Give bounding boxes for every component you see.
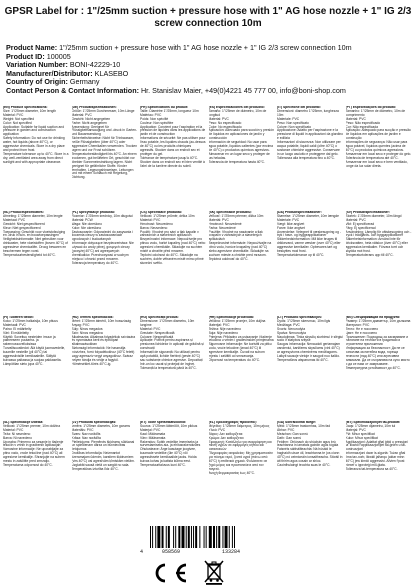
spec-line: Peso: Não especificado xyxy=(345,120,381,125)
spec-line: Dimensioni: diametro 1"/25mm, lunghezza 10m xyxy=(277,108,339,117)
spec-line: Turvallisuustiedot: Älä käytä juomavedelle, kuumille nesteille (yli 40°C) tai aggressiivisille kemikaaleille. Säilytä kuivassa paikassa ja suojaa pakkaselta. xyxy=(3,346,66,362)
barcode-bar xyxy=(206,526,207,548)
barcode-bar xyxy=(155,526,156,548)
weee-bin-icon xyxy=(203,559,225,585)
spec-line: Farba: Neuvedené xyxy=(208,225,236,230)
spec-line: Πληροφορίες ασφαλείας: Μη χρησιμοποιείτε για πόσιμο νερό, ζεστά υγρά (πάνω από 40°C) ή επιθετικά χημικά. Φυλάσσετε σε ξηρό μέρος και προστατεύετε από τον παγετό. xyxy=(208,451,273,471)
language-heading: (BG) Спецификации на продукта: xyxy=(345,316,401,319)
spec-line: Størrelse: 1"/25mm diameter, 10m længde xyxy=(277,213,340,218)
spec-line: Temperaturna odpornost do 40°C. xyxy=(3,462,53,467)
info-label: Variation Number: xyxy=(6,61,68,70)
language-block xyxy=(277,316,343,410)
spec-line: Temperatūras izturība līdz 40°C. xyxy=(71,466,119,471)
barcode-bar xyxy=(218,526,220,548)
spec-line: Material: PVC xyxy=(3,112,24,117)
barcode-bar xyxy=(157,526,160,548)
spec-line: Käyttö: Soveltuu nesteiden imuun ja paineeseen puutarha- ja rakennussovelluksissa xyxy=(3,334,56,347)
spec-line: Χρώμα: Δεν καθορίζεται xyxy=(208,435,244,440)
language-heading: (IT) Specifiche del prodotto: xyxy=(277,106,321,109)
spec-line: Application: Convient pour l'aspiration et la pression de liquides dans les applications de jardin et de construction xyxy=(140,124,206,137)
barcode-bar xyxy=(150,526,151,548)
spec-line: Informacje dotyczące bezpieczeństwa: Nie używać do wody pitnej, gorących cieczy (powyżej 40°C) ani agresywnych chemikaliów. Przechowywać w suchym miejscu i chronić przed mrozem. xyxy=(71,241,134,261)
spec-line: Saugos informacija: Nenaudoti geriamajam vandeniui, karštiems skysčiams (virš 40°C) ar agresyvioms cheminėms medžiagoms. Laikyti sausoje vietoje ir saugoti nuo šalčio. xyxy=(277,342,341,359)
barcode-bar xyxy=(209,526,212,548)
spec-line: Aplicație: Potrivit pentru aspirarea și presiunea lichidelor în aplicații de grădină și construcții xyxy=(140,338,204,351)
spec-line: Poids: Non spécifié xyxy=(140,116,169,121)
spec-line: Tolleranza alla temperatura fino a 40°C. xyxy=(277,155,335,160)
spec-line: Kleur: Niet gespecificeerd xyxy=(3,225,41,230)
spec-line: Ανοχή θερμοκρασίας έως 40°C. xyxy=(208,470,255,475)
spec-line: Temperatuurbestendigheid tot 40°C. xyxy=(3,252,56,257)
spec-line: Koko: 1"/25mm halkaisija, 10m pituus xyxy=(3,318,58,323)
spec-line: Dath: Gan sonrú xyxy=(277,435,302,440)
spec-line: Feidhm: Oiriúnach do shúchán agus brú leachtanna in iarratais gairdín agus tógála xyxy=(277,439,339,448)
spec-line: Informazioni di sicurezza: Non utilizzare per acqua potabile, liquidi caldi (oltre 40°C) o sostanze chimiche aggressive. Conservare in un luogo asciutto e proteggere dal gelo. xyxy=(277,140,341,156)
spec-line: Peso: Non specificato xyxy=(277,120,309,125)
spec-line: Материал: PVC xyxy=(345,322,370,327)
ce-mark-icon xyxy=(146,562,190,584)
spec-line: Culoare: Nespecificată xyxy=(140,334,174,339)
spec-line: Biztonsági információk: Ne használja ivóvízhez, forró folyadékokhoz (40°C felett) vagy agresszív vegyi anyagokhoz. Száraz helyen tárolja és védje a fagytól. xyxy=(71,346,135,362)
spec-line: Användning: Lämplig för vätskesugning och -tryck i trädgårds- och byggapplikationer xyxy=(345,229,412,238)
barcode-bar xyxy=(234,526,235,548)
spec-line: Temperatūros atsparumas iki 40°C. xyxy=(277,357,329,362)
spec-line: Temperature tolerance up to 40°C. Store in a dry, well-ventilated area away from direct sunlight and with appropriate clearance. xyxy=(3,151,69,164)
info-value: Germany xyxy=(69,78,100,87)
spec-line: Vægt: Ikke angivet xyxy=(277,221,305,226)
spec-line: Tolleranza tat-temperatura sa 40°C. xyxy=(345,466,398,471)
spec-line: Alkalmazás: Alkalmas folyadékok szívására és nyomására kerti és építőipari alkalmazásokban xyxy=(71,334,136,347)
language-block xyxy=(277,106,343,200)
language-block xyxy=(3,211,69,305)
spec-line: Peso: No especificado xyxy=(208,120,242,125)
spec-line: Größe: 1"/25mm Durchmesser, 10m Länge xyxy=(71,108,135,113)
spec-line: Veličina: 1"/25mm promjer, 10m duljina xyxy=(208,318,266,323)
barcode-bar xyxy=(168,526,170,548)
spec-line: Materijal: PVC xyxy=(208,322,230,327)
language-block xyxy=(277,421,343,515)
spec-line: Тегло: Не е посочено xyxy=(345,326,379,331)
spec-line: Color: Not specified xyxy=(3,120,32,125)
spec-line: Použití: Vhodné pro sání a tlak kapalin v zahradních a stavebních aplikacích xyxy=(140,229,199,238)
spec-line: Couleur: Non spécifiée xyxy=(140,120,174,125)
language-block xyxy=(209,106,275,200)
spec-line: Primjena: Prikladno za usisavanje i tlačenje tekućina u vrtnim i građevinskim primjenama xyxy=(208,334,274,343)
spec-line: Velikost: 1"/25mm premer, 10m dolžina xyxy=(3,423,61,428)
spec-line: Εφαρμογή: Κατάλληλο για αναρρόφηση και πίεση υγρών σε εφαρμογές κήπου και κατασκευών xyxy=(208,439,272,452)
spec-line: Tamanho: 1"/25mm de diâmetro, 10m de comprimento xyxy=(345,108,406,117)
language-block xyxy=(3,316,69,410)
spec-line: Цвят: Не е посочено xyxy=(345,330,377,335)
spec-line: Информация за безопасност: Да не се използва за питейна вода, горещи течности (над 40°C) или агресивни химикали. Да се съхранява на сухо място и да се пази от замръзване. xyxy=(345,346,410,366)
spec-line: Rozmiar: 1"/25mm średnicy, 10m długości xyxy=(71,213,133,218)
barcode-bar xyxy=(199,526,200,548)
barcode-bar xyxy=(162,526,164,548)
spec-line: Väri: Ei määritelty xyxy=(3,330,29,335)
language-heading: (HU) Termék specifikációk: xyxy=(71,316,114,319)
language-heading: (LT) Produkto specifikacijos: xyxy=(277,316,323,319)
language-heading: (SV) Produktspecifikationer: xyxy=(345,211,390,214)
spec-line: Tolerância de temperatura até 40°C. Armazenar em local seco e bem ventilado, longe da luz solar direta. xyxy=(345,155,408,168)
spec-line: Veiligheidsinformatie: Niet gebruiken voor drinkwater, hete vloeistoffen (boven 40°C) of agressieve chemicaliën. Droog bewaren en beschermen tegen vorst. xyxy=(3,237,68,254)
language-block xyxy=(72,211,138,305)
barcode-bar xyxy=(195,526,197,548)
language-heading: (SK) Špecifikácie produktu: xyxy=(208,211,252,214)
barcode-bar xyxy=(225,526,228,548)
spec-line: Anwendung: Geeignet für Flüssigkeitsansaugung und -druck in Garten- und Bauanwendung xyxy=(71,124,138,137)
spec-line: Pielietojums: Piemērots šķidrumu sūkšanai un spiedienam dārza un būvniecības lietojumos xyxy=(71,439,135,452)
language-block xyxy=(209,421,275,515)
info-value: 1"/25mm suction + pressure hose with 1" AG hose nozzle + 1" IG 2/3 screw connection 10m xyxy=(59,44,352,52)
spec-line: Farve: Ikke angivet xyxy=(277,225,305,230)
barcode-bar xyxy=(193,526,194,548)
spec-line: Aplicación: Adecuado para succión y presión de líquidos en aplicaciones de jardín y construcción xyxy=(208,128,274,141)
spec-line: Toepassing: Geschikt voor vloeistofzuiging en -druk in tuin- en bouwtoepassingen xyxy=(3,229,66,238)
spec-line: Applicazione: Adatto per l'aspirazione e la pressione di liquidi in applicazioni da giardino e edilizia xyxy=(277,128,343,141)
language-heading: (FR) Spécifications du produit: xyxy=(140,106,189,109)
barcode-digit-left: 058569 xyxy=(162,549,181,555)
spec-line: Dimensiune: 1"/25mm diametru, 10m lungime xyxy=(140,318,195,327)
spec-line: Materiāls: PVC xyxy=(71,427,94,432)
barcode-bar xyxy=(222,526,223,548)
spec-line: Applikazzjoni: Adattat għal ġbid u pressjoni ta' likwidi f'applikazzjonijiet tal-ġnien u tal-kostruzzjoni xyxy=(345,439,408,452)
language-heading: (EN) Product Specifications: xyxy=(3,106,48,109)
spec-line: Teža: Ni navedeno xyxy=(3,431,31,436)
language-block xyxy=(3,106,69,200)
spec-line: Materjal: PVC xyxy=(140,427,161,432)
language-heading: (CS) Specifikace produktu: xyxy=(140,211,183,214)
language-block xyxy=(72,106,138,200)
spec-line: Materjal: PVC xyxy=(345,427,366,432)
spec-line: Toleranță la temperatură până la 40°C. xyxy=(140,365,197,370)
spec-line: Application: Suitable for liquid suction and pressure in garden and construction application xyxy=(3,124,65,137)
barcode-bar xyxy=(182,526,185,548)
language-block xyxy=(140,211,206,305)
spec-line: Tolerancia de temperatura hasta 40°C. xyxy=(208,159,265,164)
spec-line: Svars: Nav norādīts xyxy=(71,431,101,436)
spec-line: Svoris: Nenurodyta xyxy=(277,326,306,331)
spec-line: Kulur: Mhux speċifikat xyxy=(345,435,378,440)
language-block xyxy=(72,316,138,410)
spec-line: Spalva: Nenurodyta xyxy=(277,330,306,335)
language-heading: (GA) Sonraíochtaí táirge: xyxy=(277,421,317,424)
spec-line: Anyag: PVC xyxy=(71,322,90,327)
spec-line: Size: 1"/25mm diameter, 10m length xyxy=(3,108,57,113)
spec-line: Težina: Nije navedeno xyxy=(208,326,241,331)
spec-line: Βάρος: Δεν καθορίζεται xyxy=(208,431,243,436)
spec-line: Informații de siguranță: Nu utilizați pentru apă potabilă, lichide fierbinți (peste 40°C) sau substanțe chimice agresive. Depozitați într-un loc uscat și protejați de îngheț. xyxy=(140,350,203,366)
spec-line: Greutate: Nespecificată xyxy=(140,330,175,335)
spec-line: Sikkerhedsinformation: Må ikke bruges til drikkevand, varme væsker (over 40°C) eller aggressive kemikalier. Opbevares tørt og beskyttes mod frost. xyxy=(277,237,341,254)
spec-line: Material: PVC xyxy=(208,116,229,121)
barcode-bar xyxy=(229,526,230,548)
spec-line: Barva: Ni navedeno xyxy=(3,435,32,440)
spec-line: Sicherheitshinweise: Nicht für Trinkwasser, heiße Flüssigkeiten (über 40°C) oder aggressive Chemikalien verwenden. Trocken lagern und vor Frost schützen. xyxy=(71,136,138,152)
label-title: GPSR Label for : 1"/25mm suction + pressure hose with 1" AG hose nozzle + 1" IG 2/3 screw connection 10m xyxy=(4,6,412,29)
language-block xyxy=(140,316,206,410)
spec-line: Dydis: 1"/25mm skersmuo, 10m ilgis xyxy=(277,318,331,323)
spec-line: Teplotní odolnost do 40°C. Skladujte na suchém, dobře větraném místě mimo přímé sluneční světlo. xyxy=(140,252,204,265)
info-row xyxy=(6,70,410,79)
spec-line: Boja: Nije navedeno xyxy=(208,330,239,335)
spec-line: Materiale: PVC xyxy=(277,116,300,121)
spec-line: Méret: 1"/25mm átmérő, 10m hosszúság xyxy=(71,318,131,323)
spec-line: Daqs: 1"/25mm dijametru, 10m tul xyxy=(345,423,396,428)
spec-line: Ábhar: PVC xyxy=(277,427,295,432)
spec-line: Tamaño: 1"/25mm de diámetro, 10m de longitud xyxy=(208,108,267,117)
spec-line: Kaal: Määramata xyxy=(140,431,166,436)
spec-line: Krāsa: Nav norādīta xyxy=(71,435,101,440)
spec-line: Temperaturtolerance op til 40°C. xyxy=(277,252,325,257)
spec-line: Приложение: Подходящ за засмукване и налягане на течности в градински и строителни приложения xyxy=(345,334,409,347)
spec-line: Hmotnost: Neuvedeno xyxy=(140,221,173,226)
spec-line: Materiał: PCW xyxy=(71,217,93,222)
barcode-digits xyxy=(140,549,276,555)
spec-line: Material: PVC xyxy=(345,116,366,121)
spec-line: Cor: Não especificada xyxy=(345,124,378,129)
spec-line: Värv: Määramata xyxy=(140,435,166,440)
spec-line: Storlek: 1"/25mm diameter, 10m längd xyxy=(345,213,402,218)
language-grid xyxy=(3,106,413,528)
spec-line: Súly: Nincs megadva xyxy=(71,326,103,331)
barcode-bar xyxy=(213,526,215,548)
spec-line: Medžiaga: PVC xyxy=(277,322,300,327)
spec-line: Paino: Ei määritelty xyxy=(3,326,32,331)
language-heading: (EL) Προδιαγραφές προϊόντος: xyxy=(208,421,258,424)
spec-line: Material: PVC xyxy=(345,217,366,222)
language-heading: (LV) Produkta specifikācijas: xyxy=(71,421,117,424)
spec-line: Varnostne informacije: Ne uporabljajte za pitno vodo, vroče tekočine (nad 40°C) ali agresivne kemikalije. Shranjujte na suhem mestu in zaščitite pred zmrzaljo. xyxy=(3,447,65,464)
spec-line: Otpornost na temperaturu do 40°C. xyxy=(208,357,261,362)
spec-line: Gewicht: Niet gespecificeerd xyxy=(3,221,45,226)
language-block xyxy=(140,421,206,515)
spec-line: Informations de sécurité: Ne pas utiliser pour l'eau potable, les liquides chauds (au-dessus de 40°C) ou les produits chimiques agressifs. Stocker dans un endroit sec et protéger du gel. xyxy=(140,136,206,156)
info-label: Manufacturer/Distributor: xyxy=(6,69,93,78)
info-value: KLASEBO xyxy=(94,69,129,78)
spec-line: Caoinfhulaingt teochta suas le 40°C. xyxy=(277,462,331,467)
spec-line: Použitie: Vhodné na nasávanie a tlak kvapalín v záhradných a stavebných aplikáciách xyxy=(208,229,263,242)
spec-line: Vikt: Ej specificerad xyxy=(345,221,375,226)
barcode-bar xyxy=(186,526,187,548)
info-row xyxy=(6,53,410,62)
spec-line: Sigurnosne informacije: Ne koristiti za pitku vodu, vruće tekućine (iznad 40°C) ili agresivne kemikalije. Čuvati na suhom mjestu i zaštititi od smrzavanja. xyxy=(208,342,272,359)
spec-line: Colore: Non specificato xyxy=(277,124,312,129)
spec-line: Material: PVC xyxy=(140,326,161,331)
spec-line: Размер: 1"/25mm диаметър, 10m дължина xyxy=(345,318,411,323)
spec-line: Informações de segurança: Não usar para água potável, líquidos quentes (acima de 40°C) ou produtos químicos agressivos. Armazenar em local seco e proteger do gelo. xyxy=(345,140,412,156)
info-value: Hr. Stanislav Maier, +49(0)4221 45 777 00, info@boni-shop.com xyxy=(140,86,346,95)
language-heading: (SL) Specifikacije izdelka: xyxy=(3,421,44,424)
spec-line: Temperaturbeständigkeit bis 40°C. An einem trockenen, gut belüfteten Ort, geschützt vor direkter Sonneneinstrahlung lagern. Nicht geeignet für gefährliche Stoffe. Kinder fernhalten, Legeungshinweisen, Leitungen und mit einem Schlauch mit Regelung, Dichtung. xyxy=(71,151,137,180)
language-block xyxy=(346,421,412,515)
spec-line: Rakendus: Sobib vedelike imemiseks ja survestamiseks aia- ja ehitusrakendustes xyxy=(140,439,201,448)
language-block xyxy=(72,421,138,515)
spec-line: Temperatuuritaluvus kuni 40°C. xyxy=(140,462,186,467)
barcode-digit-right: 133284 xyxy=(222,549,241,555)
spec-line: Hmotnosť: Neuvedené xyxy=(208,221,242,226)
info-value: 100005 xyxy=(46,52,71,61)
spec-line: Aplicação: Adequado para sucção e pressão de líquidos em aplicações de jardim e construção xyxy=(345,128,411,141)
spec-line: Suurus: 1"/25mm läbimõõt, 10m pikkus xyxy=(140,423,198,428)
spec-line: Matériau: PVC xyxy=(140,112,162,117)
info-row xyxy=(6,78,410,87)
spec-line: Materiál: PVC xyxy=(140,217,161,222)
spec-line: Méid: 1"/25mm trastomhas, 10m fad xyxy=(277,423,331,428)
spec-line: Taille: Diamètre 1"/25mm, longueur 10m xyxy=(140,108,199,113)
spec-line: Faisnéis sábháilteachta: Ná húsáid le haghaidh uisce óil, leachtanna te (os cionn 40°C) nó ceimiceáin ionsaitheacha. Stóráil in áit thirim agus cosain ar shioc. xyxy=(277,447,343,464)
spec-line: Säkerhetsinformation: Använd inte för dricksvatten, heta vätskor (över 40°C) eller aggressiva kemikalier. Förvara torrt och skydda mot frost. xyxy=(345,237,408,254)
spec-line: Υλικό: PVC xyxy=(208,427,226,432)
spec-line: Drošības informācija: Neizmantot dzeramajam ūdenim, karstiem šķidrumiem (virs 40°C) vai agresīvām ķīmiskām vielām. Uzglabāt sausā vietā un sargāt no sala. xyxy=(71,451,135,467)
language-heading: (NL) Productspecificaties: xyxy=(3,211,44,214)
language-heading: (DE) Produktspezifikationen: xyxy=(71,106,117,109)
language-heading: (HR) Specifikacije proizvoda: xyxy=(208,316,254,319)
info-label: Product Name: xyxy=(6,44,58,52)
product-info xyxy=(6,44,410,96)
spec-line: Färg: Ej specificerad xyxy=(345,225,376,230)
spec-line: Veľkosť: 1"/25mm priemer, dĺžka 10m xyxy=(208,213,264,218)
spec-line: Piż: Mhux speċifikat xyxy=(345,431,375,436)
barcode-bar xyxy=(191,526,192,548)
spec-line: Materiale: PVC xyxy=(277,217,300,222)
spec-line: Temperaturtolerans upp till 40°C. xyxy=(345,252,394,257)
language-block xyxy=(3,421,69,515)
barcode-bar xyxy=(204,526,205,548)
spec-line: Szín: Nincs megadva xyxy=(71,330,103,335)
spec-line: Bezpečnostní informace: Nepoužívejte pro pitnou vodu, horké kapaliny (nad 40°C) nebo agresivní chemikálie. Skladujte na suchém místě a chraňte před mrazem. xyxy=(140,237,206,254)
spec-line: Información de seguridad: No usar para agua potable, líquidos calientes (por encima de 40°C) o productos químicos agresivos. Almacenar en un lugar seco y proteger de las heladas. xyxy=(208,140,274,160)
spec-line: Meáchan: Gan sonrú xyxy=(277,431,308,436)
language-heading: (ES) Especificaciones del producto: xyxy=(208,106,265,109)
language-block xyxy=(209,316,275,410)
info-label: Country of Origin: xyxy=(6,78,68,87)
spec-line: Weight: Not specified xyxy=(3,116,35,121)
spec-line: Bezpečnostné informácie: Nepoužívajte na pitnú vodu, horúce kvapaliny (nad 40°C) alebo agresívne chemikálie. Skladujte na suchom mieste a chráňte pred mrazom. xyxy=(208,241,272,257)
spec-line: Anvendelse: Velegnet til væskesugning og -tryk i have- og byggeapplikationer xyxy=(277,229,341,238)
spec-line: Afmeting: 1"/25mm diameter, 10m lengte xyxy=(3,213,63,218)
barcode-bar xyxy=(232,526,233,548)
barcode-bar xyxy=(166,526,167,548)
spec-line: Material: PVC xyxy=(3,427,24,432)
spec-line: Gewicht: Nicht angegeben xyxy=(71,116,111,121)
spec-line: Lämpötilan sieto jopa 40°C. xyxy=(3,361,44,366)
spec-line: Tolérance de température jusqu'à 40°C. Stocker dans un endroit sec et bien ventilé à l'abri de la lumière directe du soleil. xyxy=(140,155,205,168)
spec-line: Температурна устойчивост до 40°C. xyxy=(345,365,401,370)
language-heading: (PT) Especificações do produto: xyxy=(345,106,397,109)
spec-line: Hőmérséklet-tűrés 40°C-ig. xyxy=(71,361,112,366)
barcode xyxy=(148,526,268,548)
spec-line: Kolor: Nie określono xyxy=(71,225,102,230)
spec-line: Velikost: 1"/25mm průměr, délka 10m xyxy=(140,213,195,218)
info-row xyxy=(6,61,410,70)
spec-line: Tolerancja temperatury do 40°C. xyxy=(71,260,119,265)
spec-line: Informazzjoni dwar is-sigurtà: Tużax għal ilma tax-xorb, likwidi jaħarqu (aktar minn 40°C) jew kimiċi aggressivi. Aħżen f'post niexef u ipproteġi mill-ġlata. xyxy=(345,451,406,467)
barcode-digit-prefix: 4 xyxy=(140,549,144,555)
language-heading: (PL) Specyfikacje produktu: xyxy=(71,211,116,214)
spec-line: Materiaali: PVC xyxy=(3,322,26,327)
language-block xyxy=(346,316,412,410)
spec-line: Materiaal: PVC xyxy=(3,217,26,222)
language-block xyxy=(140,106,206,200)
spec-line: Barva: Neuvedeno xyxy=(140,225,168,230)
spec-line: Material: PVC xyxy=(71,112,92,117)
barcode-bar xyxy=(178,526,180,548)
language-heading: (DA) Produktspecifikationer: xyxy=(277,211,322,214)
barcode-bar xyxy=(173,526,174,548)
spec-line: Waga: Nie określono xyxy=(71,221,102,226)
info-value: BONI-42229-10 xyxy=(69,61,121,70)
language-block xyxy=(209,211,275,305)
language-heading: (ET) Toote spetsifikatsioonid: xyxy=(140,421,187,424)
language-block xyxy=(346,211,412,305)
spec-line: Uporaba: Primerno za sesanje in tlačenje tekočin v vrtnih in gradbenih aplikacijah xyxy=(3,439,64,448)
language-block xyxy=(346,106,412,200)
spec-line: Izmērs: 1"/25mm diametrs, 10m garums xyxy=(71,423,131,428)
spec-line: Materiál: PVC xyxy=(208,217,229,222)
info-row xyxy=(6,87,410,96)
info-label: Contact Person & Contact Information: xyxy=(6,86,139,95)
spec-line: Farbe: Nicht angegeben xyxy=(71,120,107,125)
spec-line: Ohutusteave: Ärge kasutage joogivee, kuumade vedelike (üle 40°C) või agressiivsete kemikaalide jaoks. Hoida kuivas kohas ja kaitsta külma eest. xyxy=(140,447,197,464)
spec-line: Teplotná odolnosť do 40°C. xyxy=(208,256,249,261)
spec-line: Μέγεθος: 1"/25mm διάμετρος, 10m μήκος xyxy=(208,423,270,428)
spec-line: Naudojimas: Tinka skysčių siurbimui ir slėgiui sodo ir statybos srityse xyxy=(277,334,343,343)
language-heading: (RO) Specificații produs: xyxy=(140,316,179,319)
language-heading: (MT) Speċifikazzjonijiet tal-prodott: xyxy=(345,421,401,424)
barcode-bar xyxy=(175,526,176,548)
barcode-bar xyxy=(188,526,190,548)
language-heading: (FI) Tuotteen tiedot: xyxy=(3,316,34,319)
barcode-bar xyxy=(152,526,153,548)
language-block xyxy=(277,211,343,305)
info-row xyxy=(6,44,410,53)
barcode-bar xyxy=(216,526,217,548)
spec-line: Zastosowanie: Odpowiedni do zasysania i tłoczenia cieczy w zastosowaniach ogrodowych i budowlanych xyxy=(71,229,133,242)
info-label: Product ID: xyxy=(6,52,45,61)
spec-line: Safety Information: Do not use for drinking water, hot liquids (above 40°C), or aggressive chemicals. Store in a dry place and protect from frost. xyxy=(3,136,65,152)
spec-line: Color: No especificado xyxy=(208,124,242,129)
